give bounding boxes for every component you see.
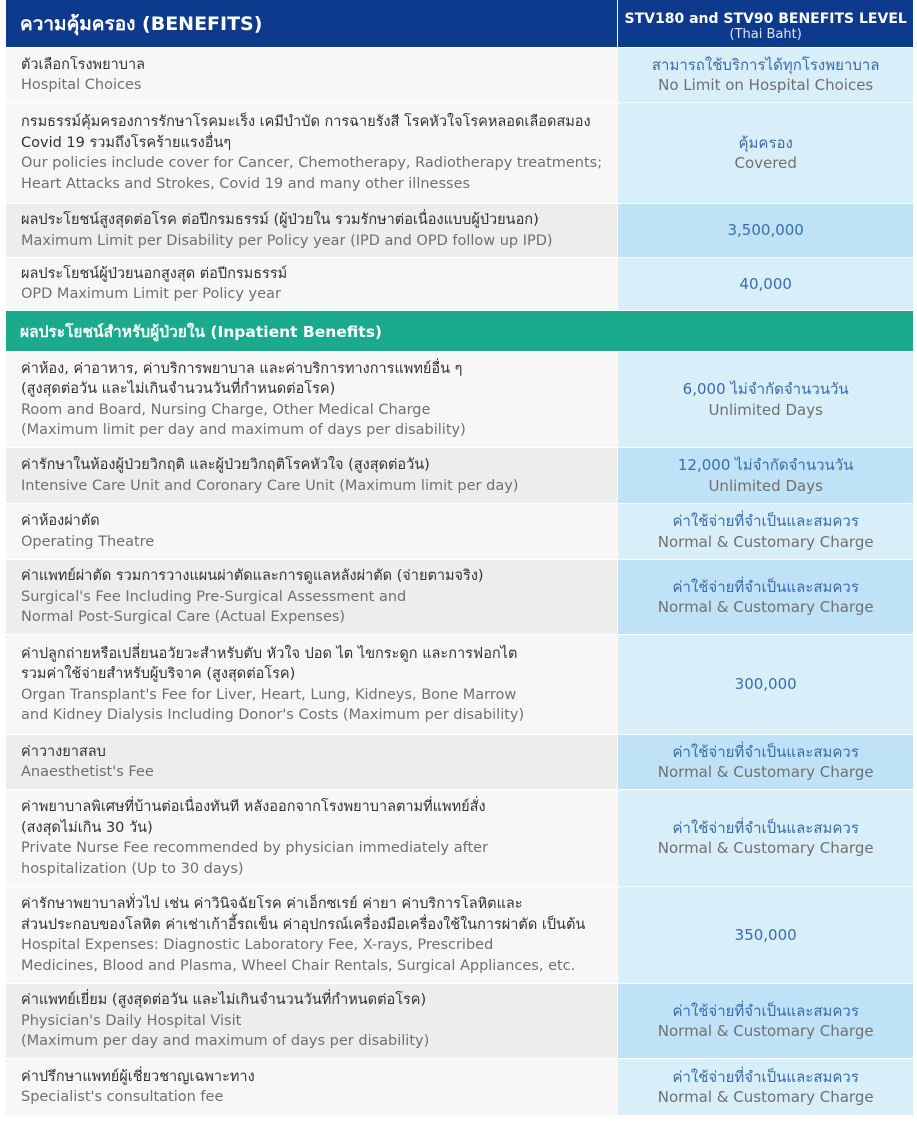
row-label-thai-2: (สงสุดไม่เกิน 30 วัน) [21, 819, 153, 836]
row-benefit [618, 1059, 913, 1115]
row-description [6, 103, 617, 203]
table-row [6, 887, 913, 984]
row-label-english: Intensive Care Unit and Coronary Care Unit (Maximum limit per day) [21, 477, 519, 494]
row-label-thai: ค่ารักษาพยาบาลทั่วไป เช่น ค่าวินิจฉัยโรค ค่าเอ็กซเรย์ ค่ายา ค่าบริการโลหิตและ [21, 896, 523, 912]
benefit-english: Normal & Customary Charge [657, 839, 874, 857]
row-label-thai: ตัวเลือกโรงพยาบาล [21, 56, 145, 73]
row-label-english-2: and Kidney Dialysis Including Donor's Costs (Maximum per disability) [21, 707, 525, 723]
row-description [6, 735, 617, 789]
row-description [6, 258, 617, 310]
table-row [6, 984, 913, 1059]
table-row [6, 352, 913, 448]
benefits-title: ความคุ้มครอง (BENEFITS) [6, 0, 617, 47]
row-description [6, 48, 617, 102]
table-row [6, 48, 913, 103]
row-label-english: Physician's Daily Hospital Visit [21, 1012, 242, 1029]
row-label-english: Specialist's consultation fee [21, 1089, 224, 1105]
benefit-english: Normal & Customary Charge [657, 1088, 874, 1106]
plan-unit: (Thai Baht) [729, 27, 802, 42]
benefit-thai: 6,000 ไม่จำกัดจำนวนวัน [682, 380, 849, 398]
row-label-thai: ค่าปรึกษาแพทย์ผู้เชี่ยวชาญเฉพาะทาง [21, 1068, 255, 1085]
row-benefit [618, 984, 913, 1058]
row-description [6, 887, 617, 983]
row-description [6, 204, 617, 257]
benefit-value: 350,000 [734, 925, 797, 944]
table-row [6, 790, 913, 887]
row-label-english: OPD Maximum Limit per Policy year [21, 286, 281, 302]
row-label-english: Private Nurse Fee recommended by physician immediately after [21, 840, 489, 856]
benefit-english: Normal & Customary Charge [657, 1022, 874, 1040]
table-row [6, 204, 913, 258]
benefit-value: 300,000 [734, 675, 797, 694]
table-header [6, 0, 913, 48]
row-benefit [618, 887, 913, 983]
benefit-thai: ค่าใช้จ่ายที่จำเป็นและสมควร [672, 512, 859, 530]
row-benefit [618, 735, 913, 789]
row-benefit [618, 790, 913, 886]
row-label-english: Hospital Expenses: Diagnostic Laboratory Fee, X-rays, Prescribed [21, 937, 494, 953]
row-label-english: Maximum Limit per Disability per Policy year (IPD and OPD follow up IPD) [21, 232, 553, 249]
row-benefit [618, 504, 913, 559]
table-row [6, 504, 913, 560]
row-description [6, 504, 617, 559]
row-label-english: Our policies include cover for Cancer, Chemotherapy, Radiotherapy treatments; Heart Attacks and Strokes, Covid 19 and many other illnesses [21, 155, 603, 192]
row-description [6, 1059, 617, 1115]
row-label-english: Operating Theatre [21, 533, 155, 550]
benefit-value: 3,500,000 [727, 221, 804, 240]
row-label-thai: ค่าแพทย์เยี่ยม (สูงสุดต่อวัน และไม่เกินจำนวนวันที่กำหนดต่อโรค) [21, 992, 427, 1009]
table-row [6, 258, 913, 311]
row-benefit [618, 103, 913, 203]
row-benefit [618, 204, 913, 257]
benefit-thai: สามารถใช้บริการได้ทุกโรงพยาบาล [651, 55, 880, 74]
benefit-thai: 12,000 ไม่จำกัดจำนวนวัน [677, 456, 854, 474]
benefit-english: Normal & Customary Charge [657, 532, 874, 551]
row-label-thai: ค่ารักษาในห้องผู้ป่วยวิกฤติ และผู้ป่วยวิกฤติโรคหัวใจ (สูงสุดต่อวัน) [21, 457, 430, 473]
inpatient-section-header: ผลประโยชน์สำหรับผู้ป่วยใน (Inpatient Benefits) [6, 311, 913, 352]
row-label-english: Room and Board, Nursing Charge, Other Medical Charge [21, 401, 431, 418]
row-benefit [618, 352, 913, 447]
row-label-thai: ค่าแพทย์ผ่าตัด รวมการวางแผนผ่าตัดและการดูแลหลังผ่าตัด (จ่ายตามจริง) [21, 568, 484, 585]
row-label-english-2: (Maximum per day and maximum of days per disability) [21, 1033, 430, 1050]
row-benefit [618, 48, 913, 102]
benefit-thai: ค่าใช้จ่ายที่จำเป็นและสมควร [672, 1001, 859, 1020]
benefit-thai: ค่าใช้จ่ายที่จำเป็นและสมควร [672, 577, 859, 596]
row-benefit [618, 635, 913, 734]
benefit-english: Unlimited Days [708, 476, 823, 495]
benefit-value: 40,000 [739, 274, 792, 293]
plan-title: STV180 and STV90 BENEFITS LEVEL [624, 11, 907, 27]
row-description [6, 635, 617, 734]
row-description [6, 984, 617, 1058]
row-label-thai: ผลประโยชน์ผู้ป่วยนอกสูงสุด ต่อปีกรมธรรม์ [21, 265, 288, 282]
benefit-thai: ค่าใช้จ่ายที่จำเป็นและสมควร [672, 1067, 859, 1086]
benefit-thai: ค่าใช้จ่ายที่จำเป็นและสมควร [672, 742, 859, 761]
table-row [6, 735, 913, 790]
benefit-english: Unlimited Days [708, 400, 823, 419]
benefits-table [6, 0, 913, 1116]
row-label-english-2: Medicines, Blood and Plasma, Wheel Chair Rentals, Surgical Appliances, etc. [21, 957, 576, 974]
benefit-thai: คุ้มครอง [738, 133, 793, 152]
row-benefit [618, 448, 913, 503]
table-row [6, 635, 913, 735]
row-label-thai: กรมธรรม์คุ้มครองการรักษาโรคมะเร็ง เคมีบำบัด การฉายรังสี โรคหัวใจโรคหลอดเลือดสมอง Covid 19 รวมถึงโรคร้ายแรงอื่นๆ [21, 114, 591, 151]
row-description [6, 448, 617, 503]
row-description [6, 352, 617, 447]
table-row [6, 103, 913, 204]
row-description [6, 560, 617, 634]
table-row [6, 448, 913, 504]
row-label-thai-2: รวมค่าใช้จ่ายสำหรับผู้บริจาค (สูงสุดต่อโรค) [21, 666, 296, 682]
row-benefit [618, 560, 913, 634]
benefit-english: Normal & Customary Charge [657, 763, 874, 781]
row-label-thai: ค่าวางยาสลบ [21, 743, 106, 760]
row-label-english-2: hospitalization (Up to 30 days) [21, 860, 244, 877]
benefit-english: Covered [734, 154, 797, 172]
row-label-english: Hospital Choices [21, 77, 142, 93]
row-label-thai: ค่าห้องผ่าตัด [21, 513, 100, 529]
row-label-english-2: (Maximum limit per day and maximum of days per disability) [21, 422, 466, 438]
benefit-thai: ค่าใช้จ่ายที่จำเป็นและสมควร [672, 818, 859, 837]
row-label-thai: ค่าปลูกถ่ายหรือเปลี่ยนอวัยวะสำหรับตับ หัวใจ ปอด ไต ไขกระดูก และการฟอกไต [21, 645, 518, 662]
row-label-english: Organ Transplant's Fee for Liver, Heart, Lung, Kidneys, Bone Marrow [21, 686, 517, 703]
row-label-thai-2: ส่วนประกอบของโลหิต ค่าเช่าเก้าอี้รถเข็น ค่าอุปกรณ์เครื่องมือเครื่องใช้ในการผ่าตัด เป็นต้น [21, 916, 586, 933]
row-description [6, 790, 617, 886]
row-benefit [618, 258, 913, 310]
plan-header [618, 0, 913, 47]
table-row [6, 1059, 913, 1116]
benefit-english: Normal & Customary Charge [657, 598, 874, 616]
row-label-english: Anaesthetist's Fee [21, 764, 154, 780]
row-label-thai: ผลประโยชน์สูงสุดต่อโรค ต่อปีกรมธรรม์ (ผู้ป่วยใน รวมรักษาต่อเนื่องแบบผู้ป่วยนอก) [21, 212, 539, 228]
row-label-english: Surgical's Fee Including Pre-Surgical Assessment and [21, 588, 407, 605]
row-label-thai: ค่าห้อง, ค่าอาหาร, ค่าบริการพยาบาล และค่าบริการทางการแพทย์อื่น ๆ [21, 360, 463, 377]
benefit-english: No Limit on Hospital Choices [658, 76, 874, 94]
row-label-thai-2: (สูงสุดต่อวัน และไม่เกินจำนวนวันที่กำหนดต่อโรค) [21, 381, 336, 397]
table-row [6, 560, 913, 635]
row-label-thai: ค่าพยาบาลพิเศษที่บ้านต่อเนื่องทันที หลังออกจากโรงพยาบาลตามที่แพทย์สั่ง [21, 799, 486, 815]
row-label-english-2: Normal Post-Surgical Care (Actual Expenses) [21, 609, 346, 626]
